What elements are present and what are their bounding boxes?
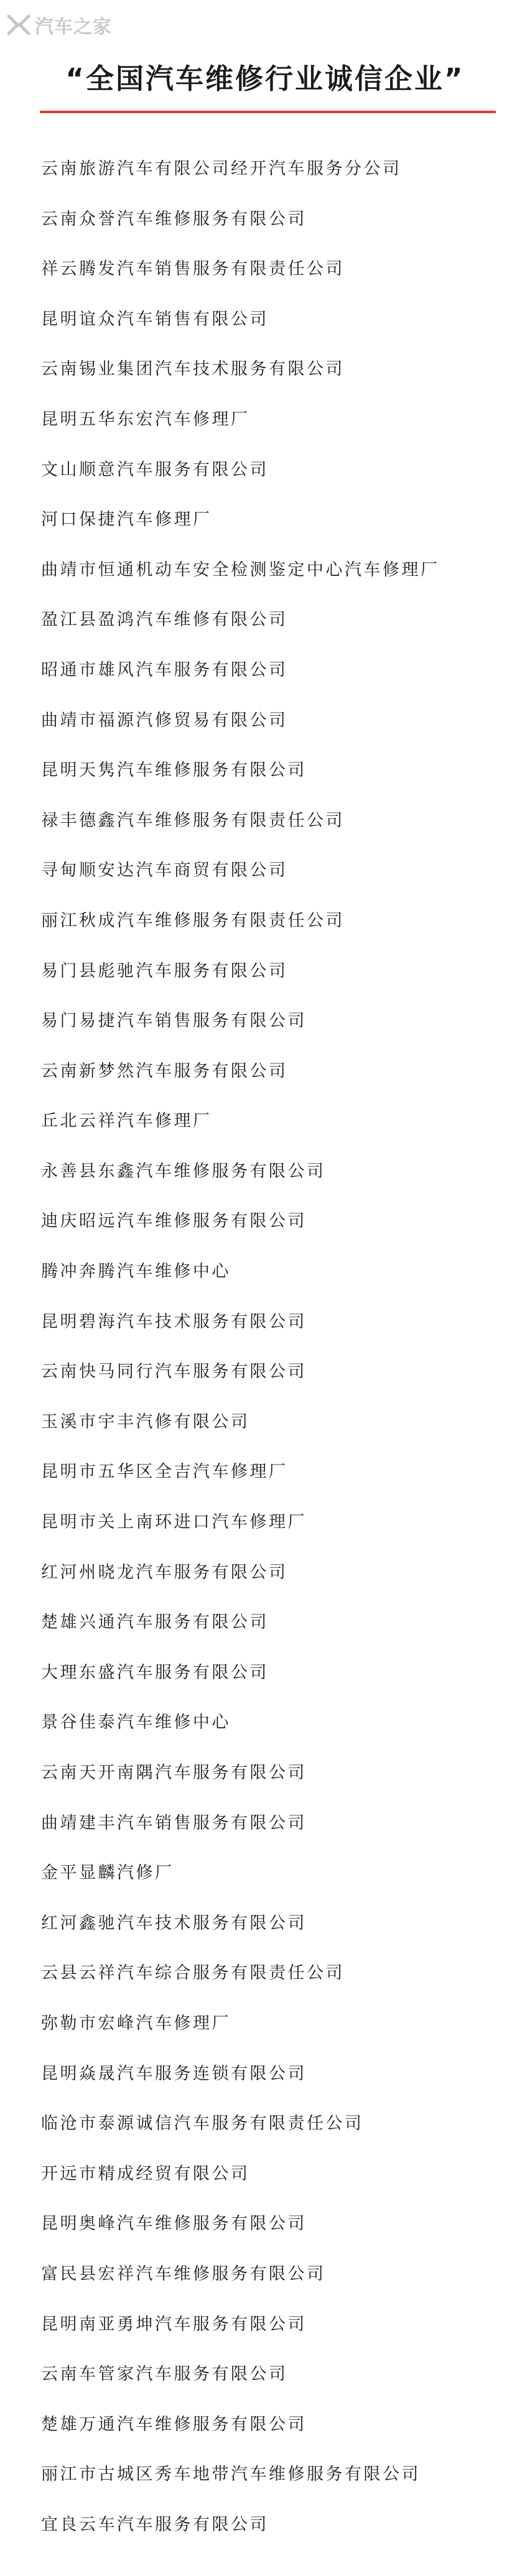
company-list-item: 昆明天隽汽车维修服务有限公司: [41, 761, 307, 781]
company-list-item: 丽江市古城区秀车地带汽车维修服务有限公司: [41, 2465, 421, 2485]
company-list-item: 易门县彪驰汽车服务有限公司: [41, 961, 288, 981]
company-list-item: 玉溪市宇丰汽修有限公司: [41, 1412, 250, 1432]
company-list-item: 云南快马同行汽车服务有限公司: [41, 1362, 307, 1382]
company-list-item: 弥勒市宏峰汽车修理厂: [41, 2013, 231, 2033]
page-title: “全国汽车维修行业诚信企业”: [65, 62, 465, 95]
company-list-item: 云南众誉汽车维修服务有限公司: [41, 209, 307, 229]
company-list-item: 大理东盛汽车服务有限公司: [41, 1662, 269, 1682]
company-list-item: 云南旅游汽车有限公司经开汽车服务分公司: [41, 159, 402, 178]
company-list-item: 盈江县盈鸿汽车维修有限公司: [41, 610, 288, 630]
company-list-item: 昆明五华东宏汽车修理厂: [41, 409, 250, 429]
company-list-item: 云县云祥汽车综合服务有限责任公司: [41, 1963, 345, 1983]
watermark-brand: 汽车之家: [35, 16, 112, 38]
company-list-item: 昭通市雄风汽车服务有限公司: [41, 660, 288, 680]
company-list-item: 楚雄万通汽车维修服务有限公司: [41, 2414, 307, 2434]
company-list-item: 昆明奥峰汽车维修服务有限公司: [41, 2214, 307, 2234]
company-list-item: 开远市精成经贸有限公司: [41, 2164, 250, 2184]
company-list-item: 富民县宏祥汽车维修服务有限公司: [41, 2264, 326, 2284]
company-list-item: 河口保捷汽车修理厂: [41, 510, 212, 530]
company-list-item: 曲靖市恒通机动车安全检测鉴定中心汽车修理厂: [41, 560, 440, 580]
company-list-item: 昆明市五华区全吉汽车修理厂: [41, 1462, 288, 1482]
company-list-item: 寻甸顺安达汽车商贸有限公司: [41, 861, 288, 881]
company-list-item: 宜良云车汽车服务有限公司: [41, 2514, 269, 2534]
company-list-item: 昆明碧海汽车技术服务有限公司: [41, 1312, 307, 1332]
company-list-item: 永善县东鑫汽车维修服务有限公司: [41, 1161, 326, 1181]
company-list-item: 楚雄兴通汽车服务有限公司: [41, 1613, 269, 1633]
company-list-item: 祥云腾发汽车销售服务有限责任公司: [41, 259, 345, 279]
company-list-item: 临沧市泰源诚信汽车服务有限责任公司: [41, 2114, 364, 2134]
watermark: [6, 11, 112, 39]
company-list-item: 昆明南亚勇坤汽车服务有限公司: [41, 2314, 307, 2334]
company-list-item: 易门易捷汽车销售服务有限公司: [41, 1011, 307, 1031]
company-list-item: 景谷佳泰汽车维修中心: [41, 1713, 231, 1733]
company-list-item: 曲靖建丰汽车销售服务有限公司: [41, 1813, 307, 1833]
company-list-item: 昆明谊众汽车销售有限公司: [41, 309, 269, 329]
company-list-item: 迪庆昭远汽车维修服务有限公司: [41, 1212, 307, 1231]
company-list-item: 云南天开南隅汽车服务有限公司: [41, 1763, 307, 1782]
company-list-item: 禄丰德鑫汽车维修服务有限责任公司: [41, 810, 345, 830]
company-list-item: 腾冲奔腾汽车维修中心: [41, 1262, 231, 1282]
title-underline: [40, 111, 496, 113]
autohome-logo-icon: [6, 12, 31, 37]
company-list-item: 红河鑫驰汽车技术服务有限公司: [41, 1913, 307, 1933]
company-list-item: 红河州晓龙汽车服务有限公司: [41, 1562, 288, 1582]
company-list-item: 丘北云祥汽车修理厂: [41, 1111, 212, 1131]
company-list-item: 昆明焱晟汽车服务连锁有限公司: [41, 2064, 307, 2083]
company-list-item: 云南锡业集团汽车技术服务有限公司: [41, 359, 345, 379]
company-list-item: 云南新梦然汽车服务有限公司: [41, 1061, 288, 1081]
company-list-item: 昆明市关上南环进口汽车修理厂: [41, 1513, 307, 1532]
company-list-item: 曲靖市福源汽修贸易有限公司: [41, 710, 288, 730]
company-list-item: 文山顺意汽车服务有限公司: [41, 460, 269, 480]
company-list-item: 金平显麟汽修厂: [41, 1863, 174, 1883]
company-list-item: 丽江秋成汽车维修服务有限责任公司: [41, 910, 345, 930]
company-list-item: 云南车管家汽车服务有限公司: [41, 2365, 288, 2384]
company-list: [41, 144, 526, 2551]
